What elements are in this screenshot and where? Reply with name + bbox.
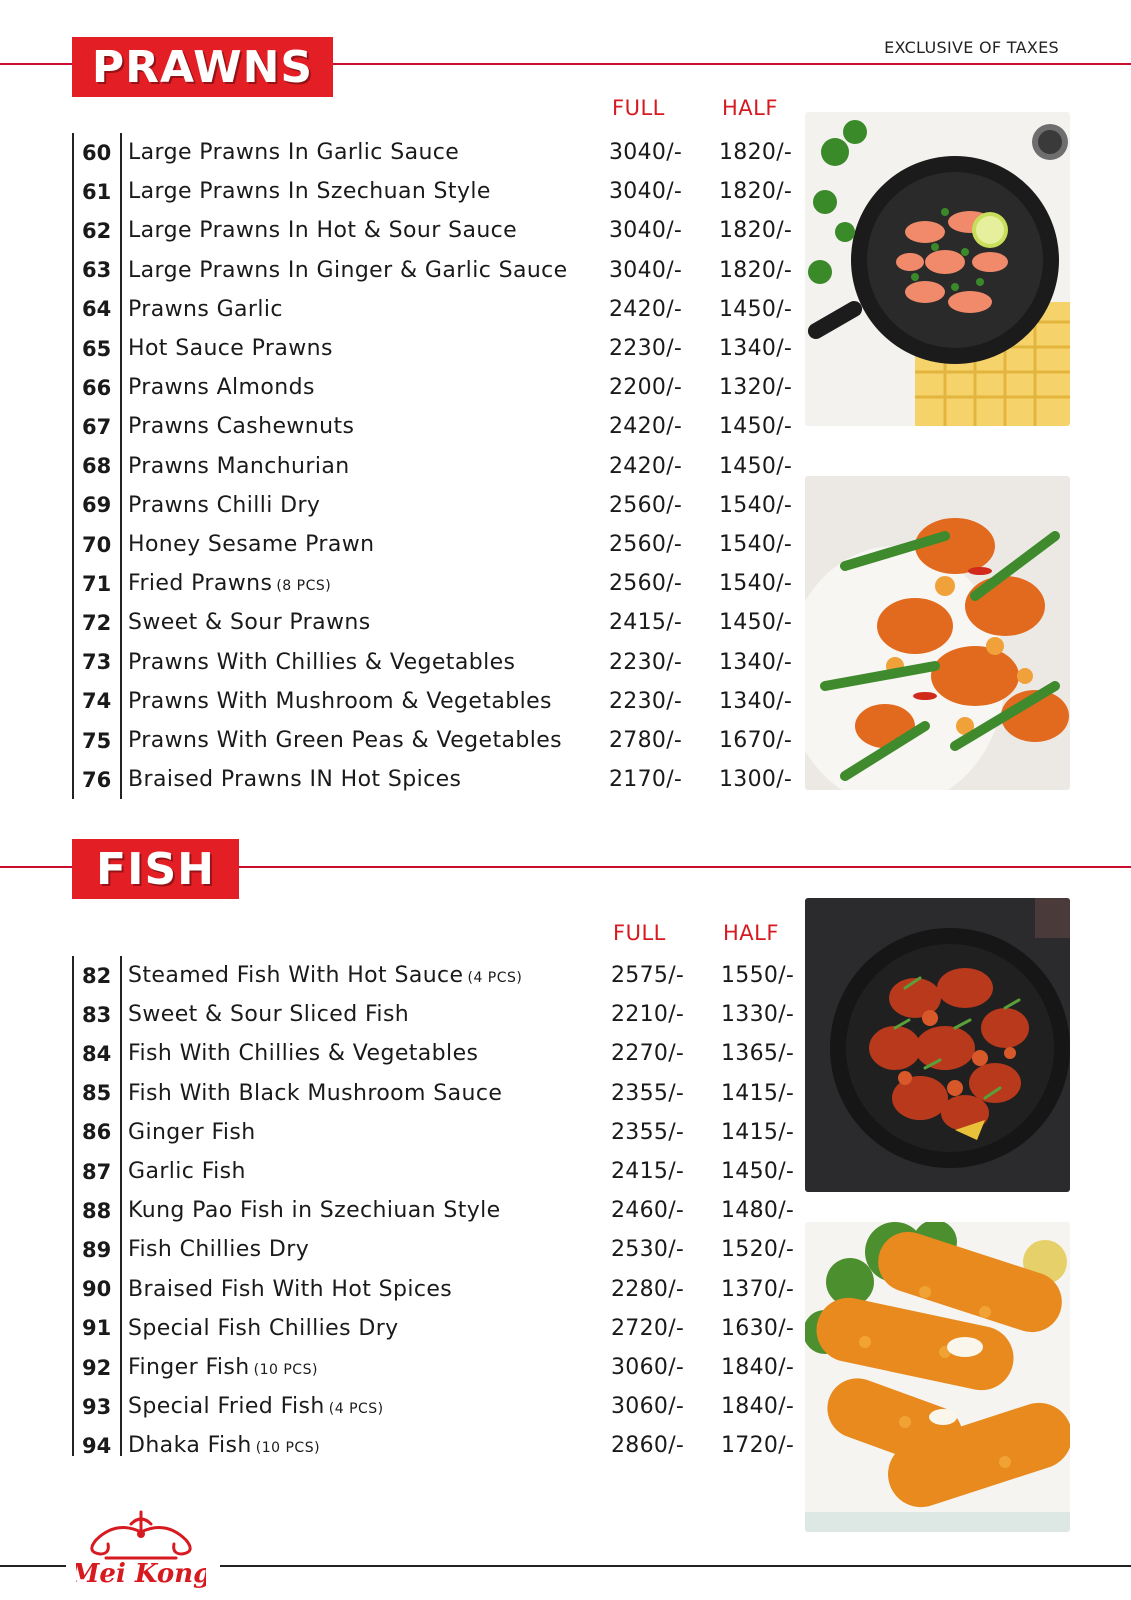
item-full-price: 3040/-: [609, 257, 683, 283]
item-name-wrap: [128, 571, 331, 596]
item-name: Prawns With Chillies & Vegetables: [128, 649, 516, 675]
menu-item-row: [72, 1309, 795, 1348]
item-full-price: 3040/-: [609, 140, 683, 165]
item-name-wrap: [128, 1277, 452, 1302]
item-name: Hot Sauce Prawns: [128, 336, 333, 361]
item-piece-count: (4 PCS): [467, 970, 523, 986]
item-name-wrap: [128, 1041, 478, 1066]
item-number: 71: [82, 571, 112, 596]
item-half-price: 1480/-: [721, 1198, 795, 1224]
item-full-price: 2530/-: [611, 1237, 685, 1263]
menu-item-row: [72, 1034, 795, 1073]
item-name-wrap: [128, 1120, 256, 1145]
item-name: Prawns With Green Peas & Vegetables: [128, 728, 563, 753]
item-piece-count: (8 PCS): [276, 578, 332, 595]
item-number: 61: [82, 179, 112, 204]
item-half-price: 1550/-: [721, 963, 795, 988]
item-name: Finger Fish: [128, 1355, 250, 1380]
item-half-price: 1820/-: [719, 140, 793, 165]
top-rule-right: [333, 63, 1131, 65]
item-name-wrap: [128, 650, 515, 675]
prawns-list: [72, 133, 792, 799]
item-half-price: 1450/-: [721, 1159, 795, 1184]
item-name: Large Prawns In Garlic Sauce: [128, 140, 460, 165]
prawns-title: PRAWNS: [91, 41, 314, 93]
prawns-col-half: HALF: [722, 96, 778, 120]
item-number: 75: [82, 728, 112, 753]
item-name: Fish With Black Mushroom Sauce: [128, 1080, 503, 1106]
item-name: Fish Chillies Dry: [128, 1237, 310, 1263]
item-half-price: 1820/-: [719, 179, 793, 205]
item-number: 86: [82, 1120, 112, 1145]
logo-wordmark: Mei Kong: [76, 1559, 206, 1589]
item-full-price: 2415/-: [611, 1159, 685, 1184]
item-name-wrap: [128, 297, 283, 322]
item-number: 93: [82, 1394, 112, 1419]
item-full-price: 2575/-: [611, 963, 685, 988]
item-half-price: 1340/-: [719, 649, 793, 675]
menu-item-row: [72, 447, 792, 486]
menu-item-row: [72, 290, 792, 329]
item-number: 73: [82, 650, 112, 675]
item-number: 66: [82, 375, 112, 400]
item-name-wrap: [128, 532, 374, 557]
item-full-price: 2230/-: [609, 336, 683, 361]
item-name-wrap: [128, 1081, 502, 1106]
prawns-skillet-photo: [805, 112, 1070, 426]
item-number: 69: [82, 493, 112, 518]
item-number: 76: [82, 767, 112, 792]
item-name: Large Prawns In Ginger & Garlic Sauce: [128, 257, 568, 283]
menu-item-row: [72, 368, 792, 407]
item-number: 94: [82, 1433, 112, 1458]
item-full-price: 2355/-: [611, 1080, 685, 1106]
footer-rule-left: [0, 1565, 66, 1567]
menu-item-row: [72, 407, 792, 446]
item-name-wrap: [128, 1159, 246, 1184]
item-half-price: 1370/-: [721, 1276, 795, 1302]
menu-item-row: [72, 760, 792, 799]
fish-rule-right: [239, 866, 1131, 868]
item-full-price: 3060/-: [611, 1394, 685, 1420]
item-number: 72: [82, 610, 112, 635]
menu-item-row: [72, 329, 792, 368]
tax-note: EXCLUSIVE OF TAXES: [884, 38, 1059, 57]
item-name: Kung Pao Fish in Szechiuan Style: [128, 1198, 501, 1224]
item-name-wrap: [128, 1237, 309, 1262]
item-name: Prawns Chilli Dry: [128, 492, 321, 518]
item-name: Prawns Cashewnuts: [128, 414, 355, 440]
item-name-wrap: [128, 728, 562, 753]
menu-item-row: [72, 1113, 795, 1152]
menu-item-row: [72, 1074, 795, 1113]
item-number: 85: [82, 1081, 112, 1106]
item-full-price: 2170/-: [609, 767, 683, 793]
item-number: 88: [82, 1198, 112, 1223]
item-name-wrap: [128, 767, 461, 792]
item-half-price: 1450/-: [719, 453, 793, 479]
item-half-price: 1670/-: [719, 728, 793, 753]
item-name: Sweet & Sour Sliced Fish: [128, 1002, 410, 1028]
menu-item-row: [72, 682, 792, 721]
mei-kong-logo: [76, 1510, 206, 1590]
item-number: 60: [82, 140, 112, 165]
item-half-price: 1720/-: [721, 1433, 795, 1459]
menu-item-row: [72, 172, 792, 211]
fish-banner: [72, 839, 239, 899]
item-name-wrap: [128, 414, 354, 439]
fish-list: [72, 956, 795, 1459]
item-number: 74: [82, 689, 112, 714]
fish-title: FISH: [96, 843, 215, 895]
item-name-wrap: [128, 1002, 409, 1027]
item-half-price: 1330/-: [721, 1002, 795, 1028]
item-full-price: 2860/-: [611, 1433, 685, 1459]
item-number: 67: [82, 414, 112, 439]
menu-item-row: [72, 564, 792, 603]
item-name: Sweet & Sour Prawns: [128, 610, 371, 636]
item-name: Steamed Fish With Hot Sauce: [128, 963, 464, 988]
fish-chilli-photo: [805, 898, 1070, 1192]
item-full-price: 2780/-: [609, 728, 683, 753]
item-number: 70: [82, 532, 112, 557]
item-name-wrap: [128, 375, 315, 400]
item-name-wrap: [128, 1433, 320, 1458]
item-number: 65: [82, 336, 112, 361]
item-name-wrap: [128, 689, 552, 714]
item-half-price: 1540/-: [719, 492, 793, 518]
menu-item-row: [72, 1270, 795, 1309]
item-number: 83: [82, 1002, 112, 1027]
item-number: 92: [82, 1355, 112, 1380]
item-number: 84: [82, 1041, 112, 1066]
item-half-price: 1365/-: [721, 1041, 795, 1067]
item-half-price: 1450/-: [719, 414, 793, 440]
item-name: Large Prawns In Hot & Sour Sauce: [128, 218, 518, 244]
item-name: Ginger Fish: [128, 1119, 256, 1145]
menu-item-row: [72, 1387, 795, 1426]
item-number: 62: [82, 218, 112, 243]
item-name-wrap: [128, 1394, 384, 1419]
item-name: Fish With Chillies & Vegetables: [128, 1041, 479, 1067]
item-name: Honey Sesame Prawn: [128, 532, 375, 557]
menu-item-row: [72, 1191, 795, 1230]
item-name-wrap: [128, 1355, 318, 1380]
item-half-price: 1415/-: [721, 1119, 795, 1145]
finger-fish-image: [805, 1222, 1070, 1532]
fish-rule-left: [0, 866, 72, 868]
item-name-wrap: [128, 1198, 501, 1223]
item-name: Special Fish Chillies Dry: [128, 1315, 399, 1341]
item-number: 68: [82, 454, 112, 479]
fish-chilli-image: [805, 898, 1070, 1192]
menu-item-row: [72, 643, 792, 682]
item-number: 87: [82, 1159, 112, 1184]
item-name: Fried Prawns: [128, 571, 273, 597]
prawns-stirfry-image: [805, 476, 1070, 790]
item-name-wrap: [128, 493, 320, 518]
item-name-wrap: [128, 140, 459, 165]
item-name-wrap: [128, 1316, 399, 1341]
item-name: Prawns Manchurian: [128, 453, 350, 479]
item-half-price: 1540/-: [719, 571, 793, 597]
item-full-price: 2420/-: [609, 296, 683, 322]
item-half-price: 1840/-: [721, 1394, 795, 1420]
prawns-stirfry-photo: [805, 476, 1070, 790]
item-half-price: 1820/-: [719, 257, 793, 283]
item-name-wrap: [128, 179, 491, 204]
item-piece-count: (10 PCS): [253, 1362, 318, 1378]
item-full-price: 2230/-: [609, 688, 683, 714]
item-name: Special Fried Fish: [128, 1394, 325, 1420]
item-full-price: 2560/-: [609, 492, 683, 518]
item-piece-count: (4 PCS): [328, 1401, 384, 1418]
item-number: 91: [82, 1316, 112, 1341]
item-full-price: 2270/-: [611, 1041, 685, 1067]
item-full-price: 2460/-: [611, 1198, 685, 1224]
item-name: Dhaka Fish: [128, 1433, 252, 1459]
item-full-price: 2230/-: [609, 649, 683, 675]
item-full-price: 2280/-: [611, 1276, 685, 1302]
item-name-wrap: [128, 336, 333, 361]
top-rule-left: [0, 63, 72, 65]
mei-kong-logo-image: [76, 1510, 206, 1590]
item-full-price: 2355/-: [611, 1119, 685, 1145]
item-name: Prawns With Mushroom & Vegetables: [128, 688, 552, 714]
item-half-price: 1450/-: [719, 610, 793, 636]
item-name: Prawns Almonds: [128, 375, 315, 401]
item-name-wrap: [128, 454, 350, 479]
item-name: Garlic Fish: [128, 1159, 246, 1184]
menu-item-row: [72, 1152, 795, 1191]
menu-item-row: [72, 486, 792, 525]
prawns-col-full: FULL: [612, 96, 665, 120]
item-name: Braised Fish With Hot Spices: [128, 1276, 453, 1302]
item-half-price: 1630/-: [721, 1315, 795, 1341]
item-name: Prawns Garlic: [128, 296, 283, 322]
prawns-banner: [72, 37, 333, 97]
finger-fish-photo: [805, 1222, 1070, 1532]
item-half-price: 1820/-: [719, 218, 793, 244]
item-half-price: 1540/-: [719, 532, 793, 557]
menu-item-row: [72, 525, 792, 564]
item-full-price: 2720/-: [611, 1315, 685, 1341]
item-half-price: 1520/-: [721, 1237, 795, 1263]
item-half-price: 1300/-: [719, 767, 793, 793]
item-full-price: 3060/-: [611, 1355, 685, 1380]
fish-col-half: HALF: [723, 921, 779, 945]
menu-item-row: [72, 956, 795, 995]
item-half-price: 1450/-: [719, 296, 793, 322]
menu-item-row: [72, 603, 792, 642]
menu-item-row: [72, 251, 792, 290]
menu-item-row: [72, 1348, 795, 1387]
item-name-wrap: [128, 218, 517, 243]
item-full-price: 2210/-: [611, 1002, 685, 1028]
item-number: 90: [82, 1277, 112, 1302]
item-full-price: 2420/-: [609, 453, 683, 479]
menu-item-row: [72, 1230, 795, 1269]
menu-item-row: [72, 721, 792, 760]
menu-item-row: [72, 211, 792, 250]
item-name: Braised Prawns IN Hot Spices: [128, 767, 462, 793]
item-half-price: 1840/-: [721, 1355, 795, 1380]
item-half-price: 1415/-: [721, 1080, 795, 1106]
menu-item-row: [72, 133, 792, 172]
item-full-price: 2560/-: [609, 571, 683, 597]
item-full-price: 2560/-: [609, 532, 683, 557]
item-full-price: 2200/-: [609, 375, 683, 401]
item-full-price: 3040/-: [609, 218, 683, 244]
item-half-price: 1320/-: [719, 375, 793, 401]
item-name-wrap: [128, 963, 522, 988]
item-name: Large Prawns In Szechuan Style: [128, 179, 491, 205]
menu-item-row: [72, 995, 795, 1034]
item-number: 89: [82, 1237, 112, 1262]
item-number: 82: [82, 963, 112, 988]
item-half-price: 1340/-: [719, 336, 793, 361]
footer-rule-right: [220, 1565, 1131, 1567]
item-half-price: 1340/-: [719, 688, 793, 714]
item-number: 64: [82, 297, 112, 322]
item-name-wrap: [128, 258, 568, 283]
item-name-wrap: [128, 610, 371, 635]
fish-col-full: FULL: [613, 921, 666, 945]
prawns-skillet-image: [805, 112, 1070, 426]
item-piece-count: (10 PCS): [255, 1440, 321, 1457]
menu-item-row: [72, 1426, 795, 1465]
item-number: 63: [82, 258, 112, 283]
item-full-price: 2420/-: [609, 414, 683, 440]
item-full-price: 3040/-: [609, 179, 683, 205]
item-full-price: 2415/-: [609, 610, 683, 636]
